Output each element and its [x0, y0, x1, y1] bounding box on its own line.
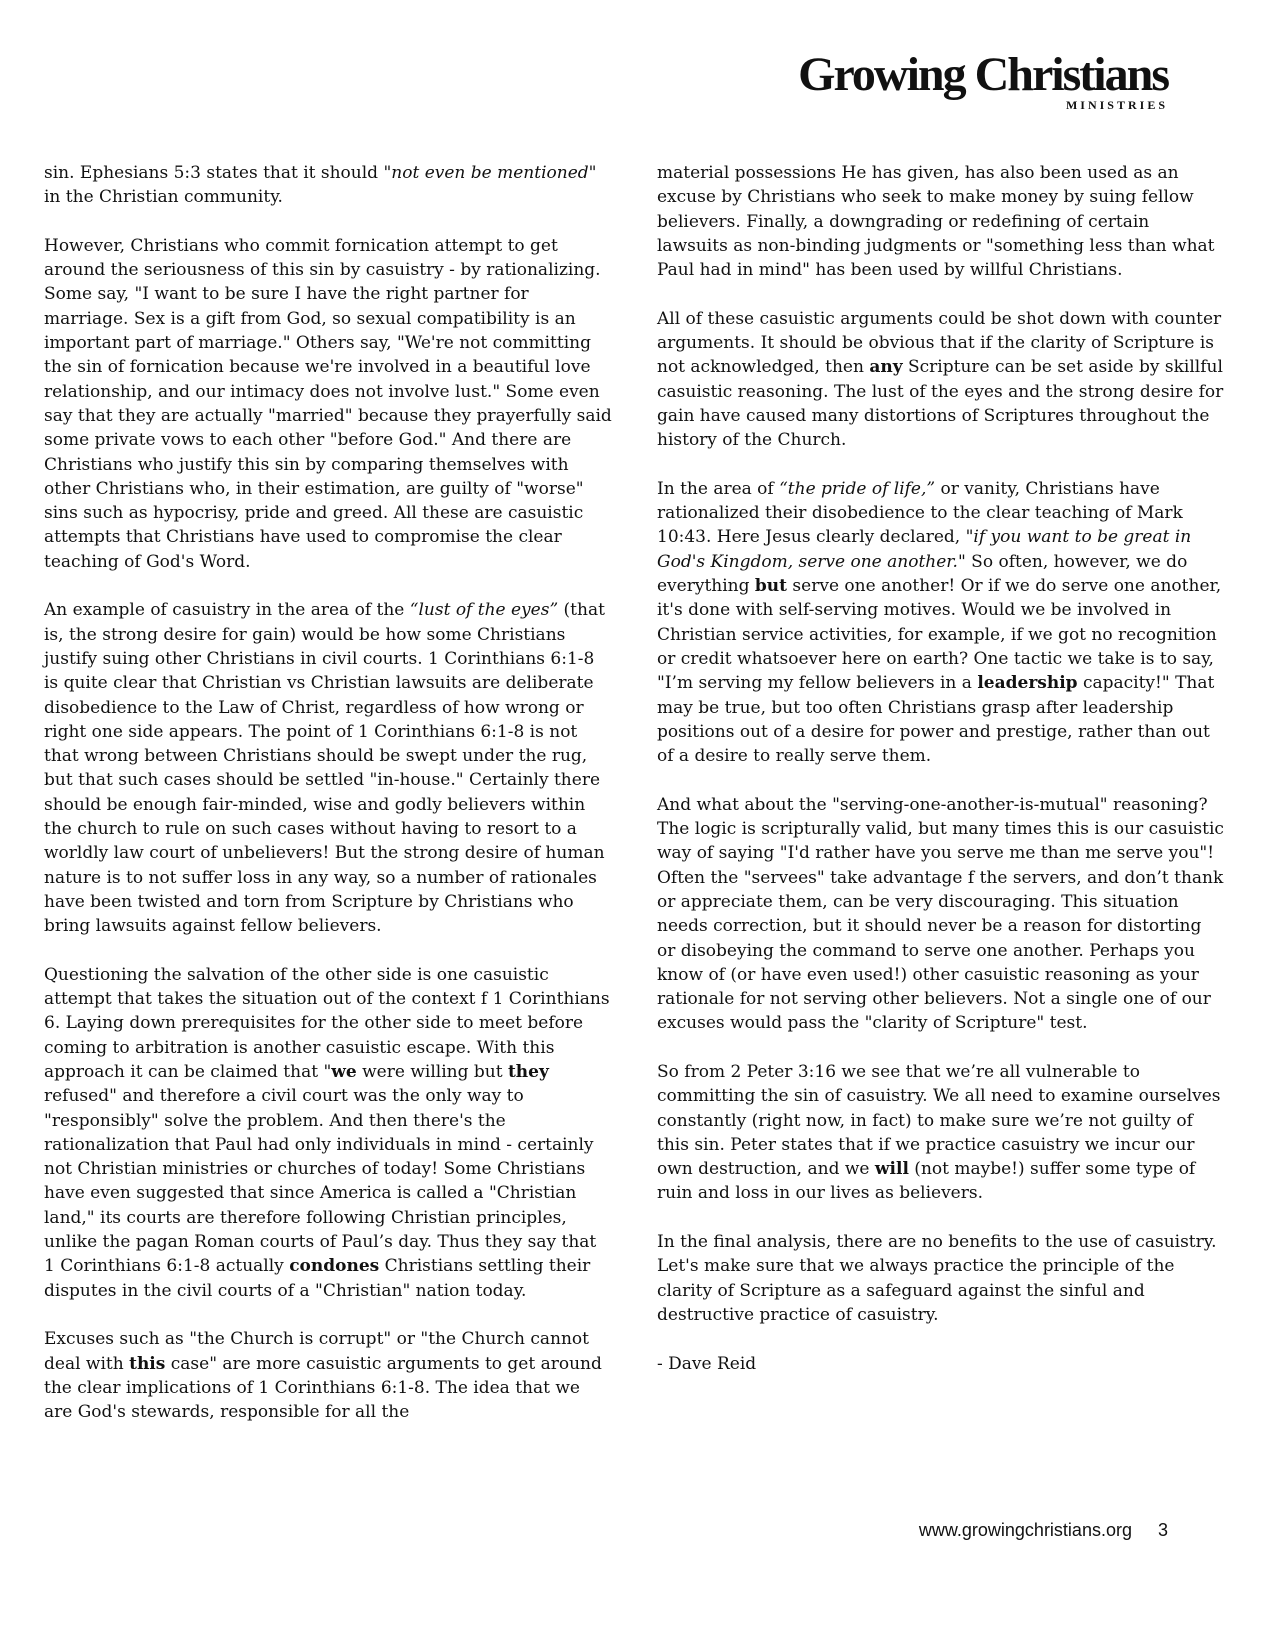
bold-text: we — [331, 1061, 357, 1082]
text-run: material possessions He has given, has also been used as an excuse by Christians who seek to make money by suing fellow believers. Finally, a downgrading or redefining of certain lawsuits as non-binding judgments or "something less than what Paul had in mind" has been used by willful Christians. — [657, 163, 1215, 281]
text-run: in the Christian community. — [44, 187, 283, 208]
text-run: In the area of — [657, 478, 780, 499]
paragraph-9 — [657, 793, 1225, 1036]
text-run: Excuses such as "the Church is corrupt" or "the Church cannot deal with — [44, 1329, 589, 1374]
italic-text: "if you want to be great in God's Kingdom, serve one another." — [657, 527, 1192, 572]
bold-text: but — [754, 576, 788, 597]
paragraph-1 — [44, 161, 612, 210]
page-number: 3 — [1157, 1520, 1168, 1540]
text-run: were willing but — [356, 1061, 508, 1082]
text-run: (that is, the strong desire for gain) would be how some Christians justify suing other Christians in civil courts. 1 Corinthians 6:1-8 is quite clear that Christian vs Christian lawsuits are deliberate disobedience to the Law of Christ, regardless of how wrong or right one side appears. The point of 1 Corinthians 6:1-8 is not that wrong between Christians should be swept under the rug, but that such cases should be settled "in-house." Certainly there should be enough fair-minded, wise and godly believers within the church to rule on such cases without having to resort to a worldly law court of unbelievers! But the strong desire of human nature is to not suffer loss in any way, so a number of rationales have been twisted and torn from Scripture by Christians who bring lawsuits against fellow believers. — [44, 600, 605, 937]
text-run: In the final analysis, there are no benefits to the use of casuistry. Let's make sure that we always practice the principle of the clarity of Scripture as a safeguard against the sinful and destructive practice of casuistry. — [657, 1232, 1217, 1325]
footer-url: www.growingchristians.org — [918, 1520, 1132, 1540]
author-signature — [657, 1352, 1225, 1376]
paragraph-3 — [44, 598, 612, 938]
left-column — [44, 161, 612, 1449]
paragraph-2 — [44, 234, 612, 574]
right-column — [657, 161, 1225, 1400]
text-run: All of these casuistic arguments could be shot down with counter arguments. It should be obvious that if the clarity of Scripture is not acknowledged, then — [657, 308, 1222, 378]
bold-text: condones — [289, 1256, 380, 1277]
italic-text: “the pride of life,” — [779, 478, 936, 499]
text-run: Questioning the salvation of the other side is one casuistic attempt that takes the situation out of the context f 1 Corinthians 6. Laying down prerequisites for the other side to meet before coming to arbitration is another casuistic escape. With this approach it can be claimed that " — [44, 964, 610, 1082]
text-run: sin. Ephesians 5:3 states that it should — [44, 163, 384, 183]
text-run: (not maybe!) suffer some type of ruin and loss in our lives as believers. — [657, 1159, 1196, 1204]
bold-text: will — [874, 1159, 909, 1180]
bold-text: leadership — [977, 673, 1078, 694]
paragraph-6 — [657, 161, 1225, 282]
logo-wordmark: Growing Christians — [798, 48, 1168, 101]
text-run: refused" and therefore a civil court was the only way to "responsibly" solve the problem. And then there's the rationalization that Paul had only individuals in mind - certainly not Christian ministries or churches of today! Some Christians have even suggested that since America is called a "Christian land," its courts are therefore following Christian principles, unlike the pagan Roman courts of Paul’s day. Thus they say that 1 Corinthians 6:1-8 actually — [44, 1086, 597, 1277]
text-run: case" are more casuistic arguments to get around the clear implications of 1 Corinthians 6:1-8. The idea that we are God's stewards, responsible for all the — [44, 1353, 602, 1423]
text-run: However, Christians who commit fornication attempt to get around the seriousness of this sin by casuistry - by rationalizing. Some say, "I want to be sure I have the right partner for marriage. Sex is a gift from God, so sexual compatibility is an important part of marriage." Others say, "We're not committing the sin of fornication because we're involved in a beautiful love relationship, and our intimacy does not involve lust." Some even say that they are actually "married" because they prayerfully said some private vows to each other "before God." And there are Christians who justify this sin by comparing themselves with other Christians who, in their estimation, are guilty of "worse" sins such as hypocrisy, pride and greed. All these are casuistic attempts that Christians have used to compromise the clear teaching of God's Word. — [44, 235, 612, 572]
growing-christians-logo — [798, 48, 1168, 112]
paragraph-4 — [44, 963, 612, 1303]
text-run: serve one another! Or if we do serve one another, it's done with self-serving motives. Would we be involved in Christian service activities, for example, if we got no recognition or credit whatsoever here on earth? One tactic we take is to say, "I’m serving my fellow believers in a — [657, 576, 1222, 694]
text-run: And what about the "serving-one-another-is-mutual" reasoning? The logic is scripturally valid, but many times this is our casuistic way of saying "I'd rather have you serve me than me serve you"! Often the "servees" take advantage f the servers, and don’t thank or appreciate them, can be very discouraging. This situation needs correction, but it should never be a reason for distorting or disobeying the command to serve one another. Perhaps you know of (or have even used!) other casuistic reasoning as your rationale for not serving other believers. Not a single one of our excuses would pass the "clarity of Scripture" test. — [657, 794, 1224, 1034]
logo-ministries: MINISTRIES — [1065, 98, 1168, 112]
text-run: An example of casuistry in the area of the — [44, 600, 410, 621]
text-run: So often, however, we do everything — [657, 551, 1188, 597]
bold-text: they — [507, 1061, 549, 1082]
bold-text: this — [129, 1353, 166, 1374]
paragraph-5 — [44, 1327, 612, 1424]
bold-text: any — [869, 357, 903, 378]
text-run: Christians settling their disputes in the civil courts of a "Christian" nation today. — [44, 1256, 591, 1301]
text-run: or vanity, Christians have rationalized their disobedience to the clear teaching of Mark 10:43. Here Jesus clearly declared, — [657, 478, 1183, 548]
text-run: Scripture can be set aside by skillful casuistic reasoning. The lust of the eyes and the strong desire for gain have caused many distortions of Scriptures throughout the history of the Church. — [657, 357, 1224, 451]
paragraph-10 — [657, 1060, 1225, 1206]
paragraph-11 — [657, 1230, 1225, 1327]
text-run: So from 2 Peter 3:16 we see that we’re all vulnerable to committing the sin of casuistry. We all need to examine ourselves constantly (right now, in fact) to make sure we’re not guilty of this sin. Peter states that if we practice casuistry we incur our own destruction, and we — [657, 1061, 1221, 1180]
text-run: capacity!" That may be true, but too often Christians grasp after leadership positions out of a desire for power and prestige, rather than out of a desire to really serve them. — [657, 673, 1215, 767]
text-run: - Dave Reid — [657, 1353, 757, 1374]
italic-text: "not even be mentioned" — [383, 163, 597, 183]
paragraph-7 — [657, 307, 1225, 453]
paragraph-8 — [657, 477, 1225, 769]
italic-text: “lust of the eyes” — [409, 600, 559, 621]
page-footer — [919, 1520, 1168, 1541]
